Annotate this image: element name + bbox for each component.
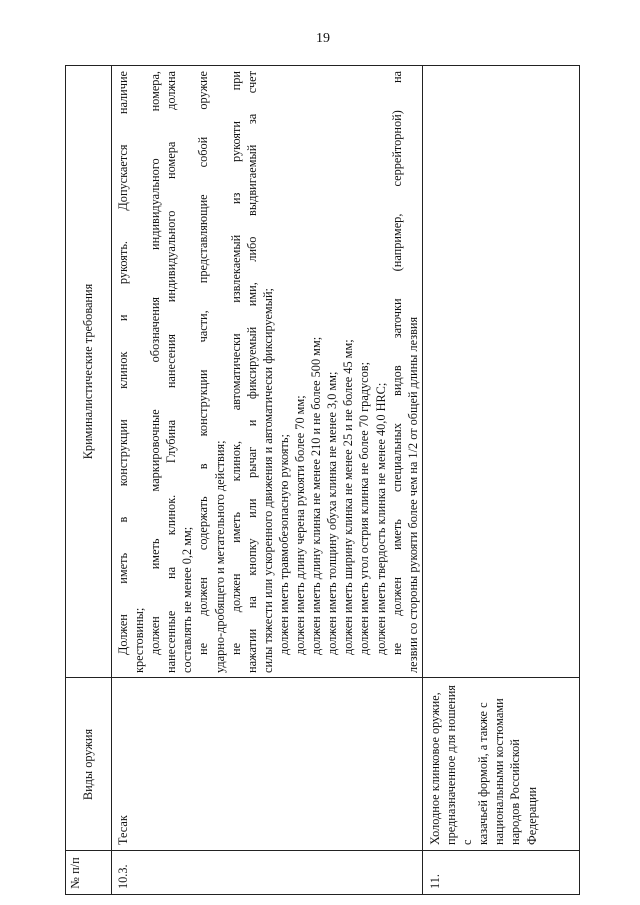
- weapon-type: Тесак: [116, 815, 130, 845]
- requirement-line: крестовины;: [132, 607, 147, 673]
- header-weapon-types: Виды оружия: [81, 728, 95, 801]
- weapon-type-line: Холодное клинковое оружие,: [428, 692, 442, 845]
- requirement-line: должен иметь ширину клинка не менее 25 и не более 45 мм;: [341, 339, 356, 655]
- requirement-line: должен иметь толщину обуха клинка не менее 3,0 мм;: [325, 371, 340, 655]
- requirement-line: не должен иметь специальных видов заточки (например, серрейторной) на: [389, 71, 404, 655]
- row-divider: [422, 65, 423, 895]
- requirement-line: не должен иметь клинок, автоматически извлекаемый из рукояти при: [228, 71, 243, 655]
- row-divider: [111, 65, 112, 895]
- requirement-line: силы тяжести или ускоренного движения и автоматически фиксируемый;: [260, 288, 275, 673]
- column-divider: [65, 677, 580, 678]
- requirement-line: составлять не менее 0,2 мм;: [180, 526, 195, 673]
- requirement-line: должен иметь длину черена рукояти более 70 мм;: [293, 395, 308, 655]
- requirement-line: не должен содержать в конструкции части, представляющие собой оружие: [196, 71, 211, 655]
- weapon-type-line: казачьей формой, а также с: [476, 702, 491, 845]
- requirement-line: должен иметь длину клинка не менее 210 и не более 500 мм;: [309, 336, 324, 655]
- requirements-table: [65, 65, 580, 895]
- weapon-type: [427, 680, 540, 845]
- header-number: № п/п: [68, 857, 82, 889]
- page-number: 19: [316, 31, 330, 46]
- requirement-line: Должен иметь в конструкции клинок и рукоять. Допускается наличие: [116, 71, 130, 655]
- weapon-type-line: народов Российской Федерации: [508, 739, 539, 845]
- requirement-line: должен иметь твердость клинка не менее 40,0 HRC;: [373, 382, 388, 655]
- requirement-line: ударно-дробящего и метательного действия;: [212, 440, 227, 673]
- weapon-type-line: предназначенное для ношения с: [444, 685, 475, 845]
- requirement-line: нажатии на кнопку или рычаг и фиксируемый ими, либо выдвигаемый за счет: [244, 71, 259, 673]
- column-divider: [65, 850, 580, 851]
- row-number: 11.: [428, 874, 442, 889]
- requirement-line: должен иметь маркировочные обозначения индивидуального номера,: [148, 71, 163, 655]
- rotated-table-container: [65, 65, 580, 895]
- header-requirements: Криминалистические требования: [81, 283, 95, 460]
- requirement-line: лезвии со стороны рукояти более чем на 1/2 от общей длины лезвия: [405, 316, 420, 673]
- requirement-line: должен иметь угол острия клинка не более 70 градусов;: [357, 361, 372, 655]
- weapon-type-line: национальными костюмами: [492, 698, 507, 845]
- requirements-text: [115, 71, 421, 673]
- requirement-line: нанесенные на клинок. Глубина нанесения индивидуального номера должна: [164, 71, 179, 673]
- requirement-line: должен иметь травмобезопасную рукоять;: [276, 434, 291, 655]
- row-number: 10.3.: [116, 864, 130, 889]
